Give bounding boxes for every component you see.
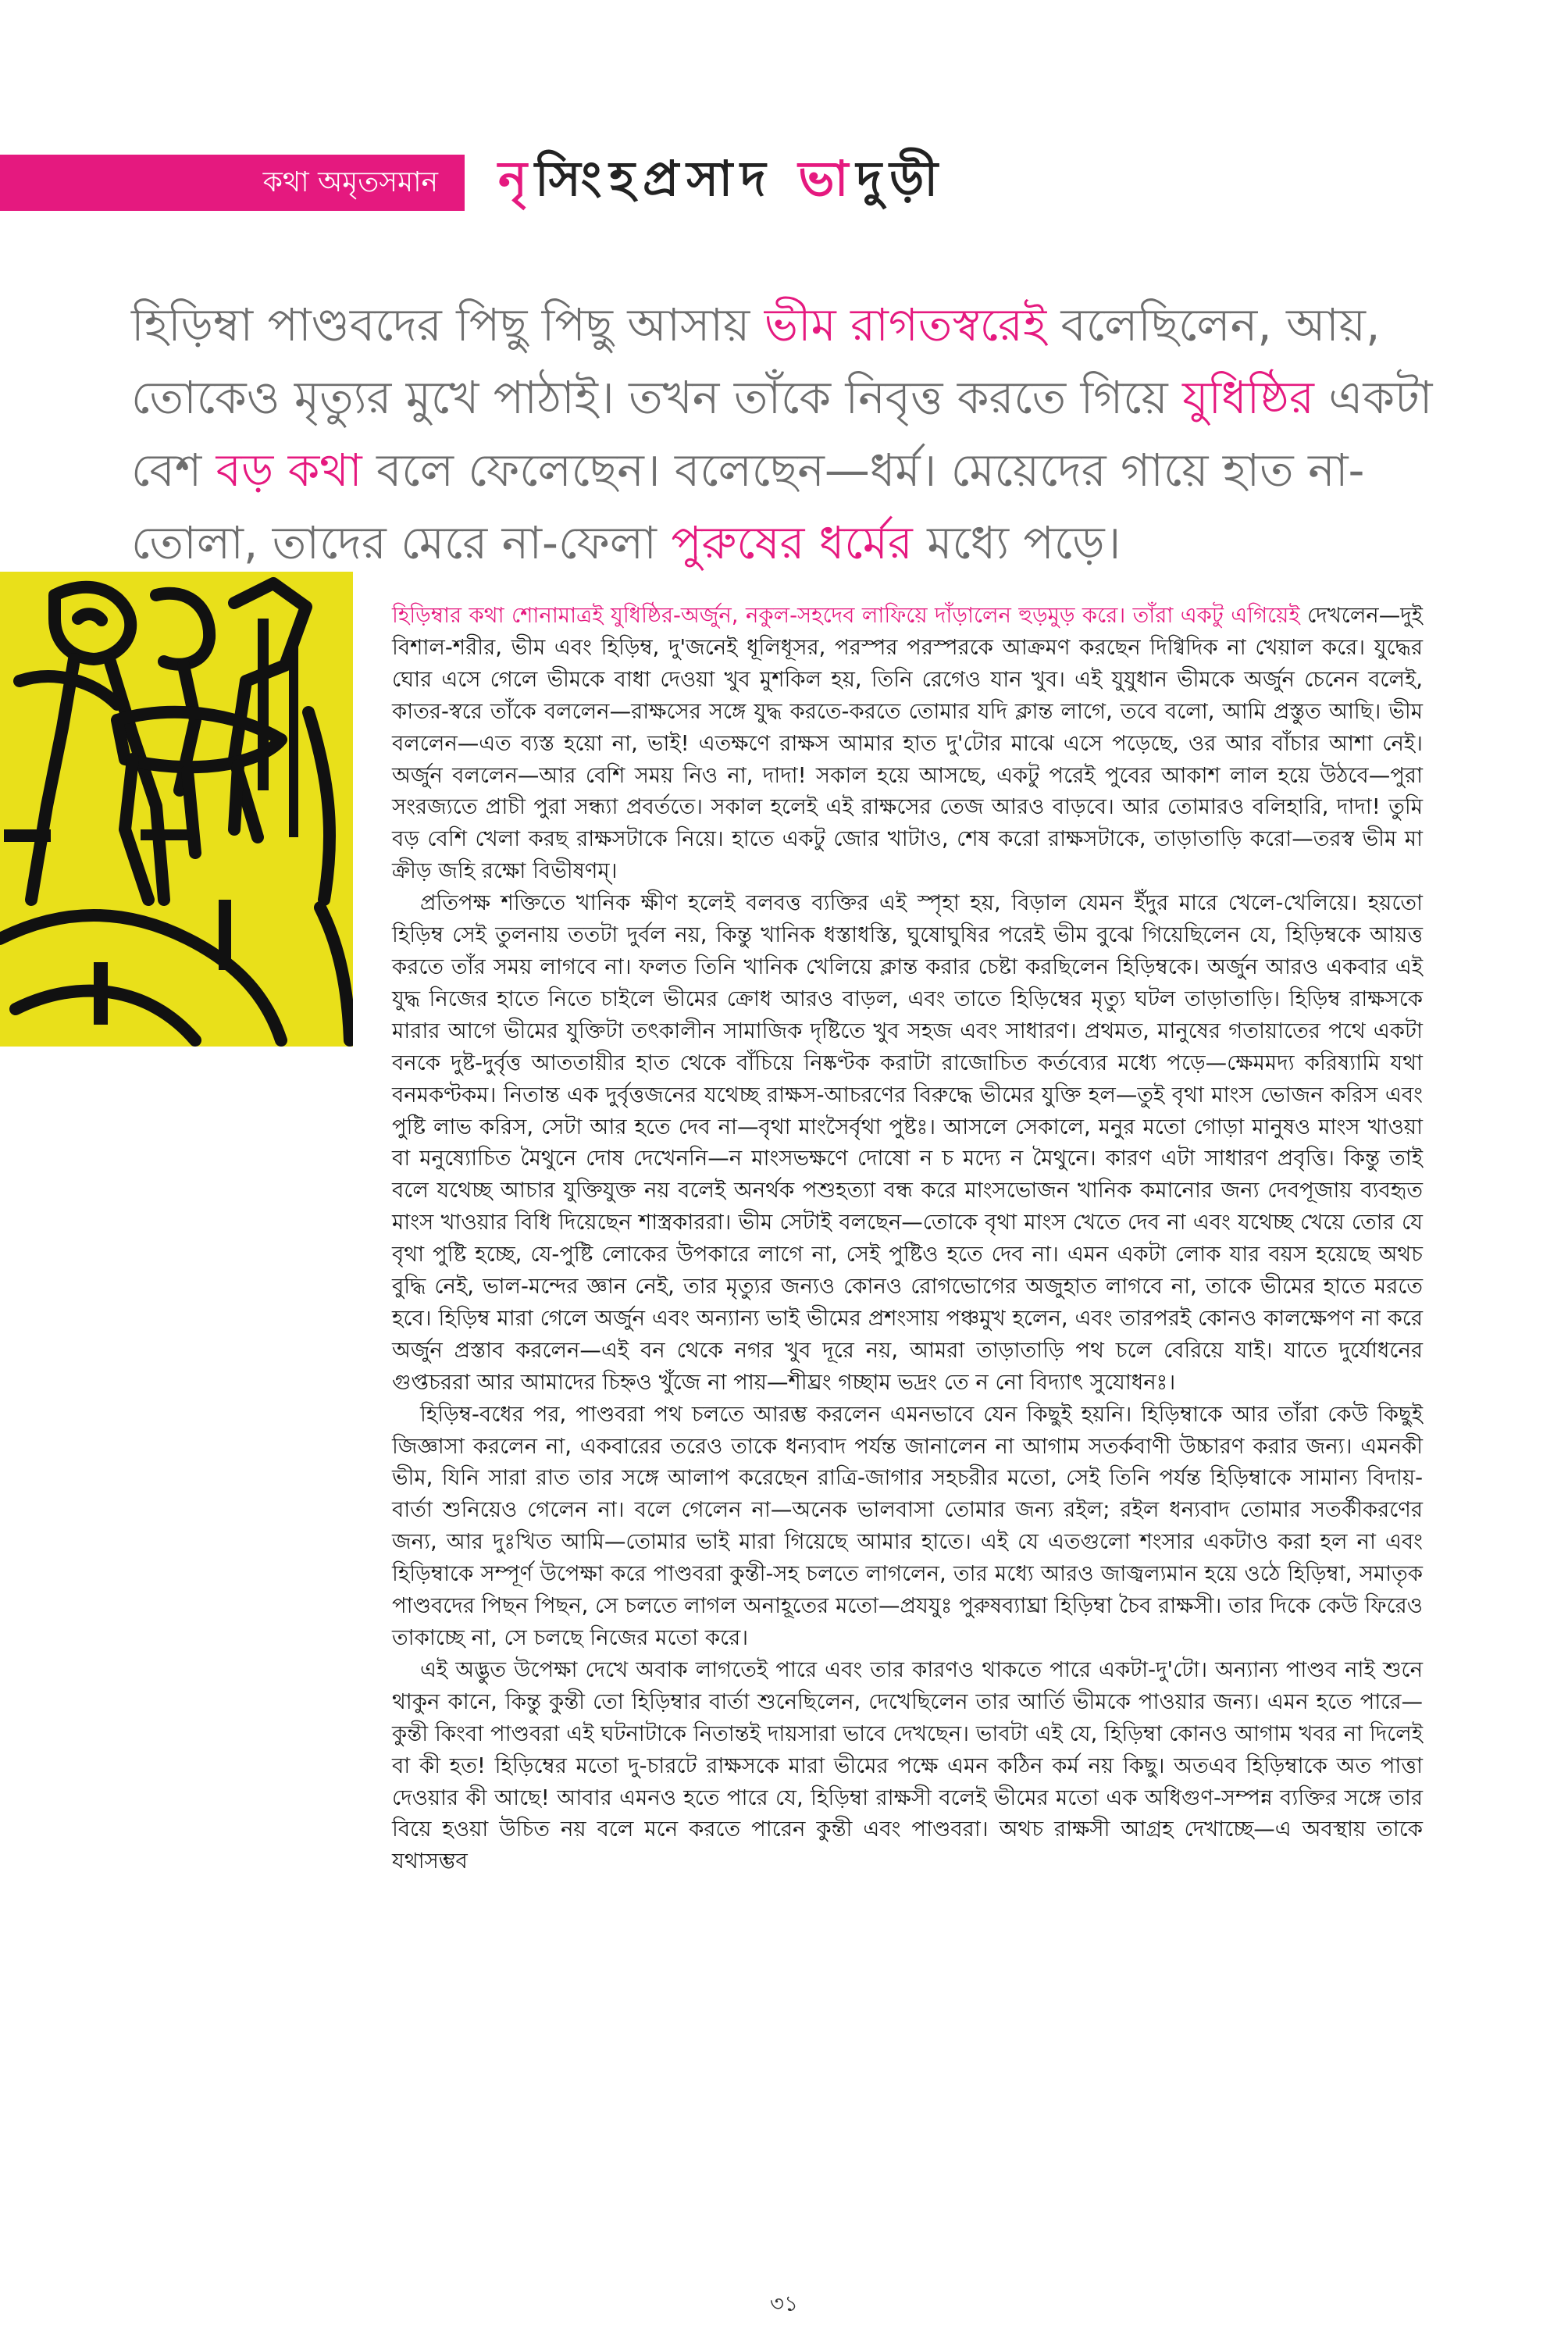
paragraph [392,600,1423,887]
pull-quote-highlight: পুরুষের ধর্মের [671,516,913,569]
page-number: ৩১ [769,2291,799,2316]
paragraph: প্রতিপক্ষ শক্তিতে খানিক ক্ষীণ হলেই বলবত্ত ব্যক্তির এই স্পৃহা হয়, বিড়াল যেমন ইঁদুর মারে খেলে-খেলিয়ে। হয়তো হিড়িম্ব সেই তুলনায় ততটা দুর্বল নয়, কিন্তু খানিক ধস্তাধস্তি, ঘুষোঘুষির পরেই ভীম বুঝে গিয়েছিলেন যে, হিড়িম্বকে আয়ত্ত করতে তাঁর সময় লাগবে না। ফলত তিনি খানিক খেলিয়ে ক্লান্ত করার চেষ্টা করছিলেন হিড়িম্বকে। অর্জুন আরও একবার এই যুদ্ধ নিজের হাতে নিতে চাইলে ভীমের ক্রোধ আরও বাড়ল, এবং তাতে হিড়িম্বের মৃত্যু ঘটল তাড়াতাড়ি। হিড়িম্ব রাক্ষসকে মারার আগে ভীমের যুক্তিটা তৎকালীন সামাজিক দৃষ্টিতে খুব সহজ এবং সাধারণ। প্রথমত, মানুষের গতায়াতের পথে একটা বনকে দুষ্ট-দুর্বৃত্ত আততায়ীর হাত থেকে বাঁচিয়ে নিষ্কণ্টক করাটা রাজোচিত কর্তব্যের মধ্যে পড়ে—ক্ষেমমদ্য করিষ্যামি যথা বনমকণ্টকম। নিতান্ত এক দুর্বৃত্তজনের যথেচ্ছ রাক্ষস-আচরণের বিরুদ্ধে ভীমের যুক্তি হল—তুই বৃথা মাংস ভোজন করিস এবং পুষ্টি লাভ করিস, সেটা আর হতে দেব না—বৃথা মাংসৈর্বৃথা পুষ্টঃ। আসলে সেকালে, মনুর মতো গোড়া মানুষও মাংস খাওয়া বা মনুষ্যোচিত মৈথুনে দোষ দেখেননি—ন মাংসভক্ষণে দোষো ন চ মদ্যে ন মৈথুনে। কারণ এটা সাধারণ প্রবৃত্তি। কিন্তু তাই বলে যথেচ্ছ আচার যুক্তিযুক্ত নয় বলেই অনর্থক পশুহত্যা বন্ধ করে মাংসভোজন খানিক কমানোর জন্য দেবপূজায় ব্যবহৃত মাংস খাওয়ার বিধি দিয়েছেন শাস্ত্রকাররা। ভীম সেটাই বলছেন—তোকে বৃথা মাংস খেতে দেব না এবং যথেচ্ছ খেয়ে তোর যে বৃথা পুষ্টি হচ্ছে, যে-পুষ্টি লোকের উপকারে লাগে না, সেই পুষ্টিও হতে দেব না। এমন একটা লোক যার বয়স হয়েছে অথচ বুদ্ধি নেই, ভাল-মন্দের জ্ঞান নেই, তার মৃত্যুর জন্যও কোনও রোগভোগের অজুহাত লাগবে না, তাকে ভীমের হাতে মরতে হবে। হিড়িম্ব মারা গেলে অর্জুন এবং অন্যান্য ভাই ভীমের প্রশংসায় পঞ্চমুখ হলেন, এবং তারপরই কোনও কালক্ষেপণ না করে অর্জুন প্রস্তাব করলেন—এই বন থেকে নগর খুব দূরে নয়, আমরা তাড়াতাড়ি পথ চলে বেরিয়ে যাই। যাতে দুর্যোধনের গুপ্তচররা আর আমাদের চিহ্নও খুঁজে না পায়—শীঘ্রং গচ্ছাম ভদ্রং তে ন নো বিদ্যাৎ সুযোধনঃ। [392,890,1423,1395]
author-middle: সিংহপ্রসাদ [535,150,799,207]
pull-quote-text: বলে ফেলেছেন। বলেছেন—ধর্ম। মেয়েদের গায়ে হাত না-তোলা, তাদের মেরে না-ফেলা [131,444,1365,569]
illustration-figures [0,572,353,1047]
pull-quote-text: হিড়িম্বা পাণ্ডবদের পিছু পিছু আসায় [131,298,764,351]
paragraph: হিড়িম্ব-বধের পর, পাণ্ডবরা পথ চলতে আরম্ভ করলেন এমনভাবে যেন কিছুই হয়নি। হিড়িম্বাকে আর তাঁরা কেউ কিছুই জিজ্ঞাসা করলেন না, একবারের তরেও তাকে ধন্যবাদ পর্যন্ত জানালেন না আগাম সতর্কবাণী উচ্চারণ করার জন্য। এমনকী ভীম, যিনি সারা রাত তার সঙ্গে আলাপ করেছেন রাত্রি-জাগার সহচরীর মতো, সেই তিনি পর্যন্ত হিড়িম্বাকে সামান্য বিদায়-বার্তা শুনিয়েও গেলেন না। বলে গেলেন না—অনেক ভালবাসা তোমার জন্য রইল; রইল ধন্যবাদ তোমার সতর্কীকরণের জন্য, আর দুঃখিত আমি—তোমার ভাই মারা গিয়েছে আমার হাতে। এই যে এতগুলো শংসার একটাও করা হল না এবং হিড়িম্বাকে সম্পূর্ণ উপেক্ষা করে পাণ্ডবরা কুন্তী-সহ চলতে লাগলেন, তার মধ্যে আরও জাজ্বল্যমান হয়ে ওঠে হিড়িম্বা, সমাতৃক পাণ্ডবদের পিছন পিছন, সে চলতে লাগল অনাহূতের মতো—প্রযযুঃ পুরুষব্যাঘ্রা হিড়িম্বা চৈব রাক্ষসী। তার দিকে কেউ ফিরেও তাকাচ্ছে না, সে চলছে নিজের মতো করে। [392,1401,1423,1650]
section-label: কথা অমৃতসমান [262,166,438,198]
pull-quote [131,289,1443,579]
author-name [498,145,946,212]
pull-quote-text: মধ্যে পড়ে। [912,516,1121,569]
pull-quote-highlight: যুধিষ্ঠির [1182,371,1314,424]
paragraph-text: দেখলেন—দুই বিশাল-শরীর, ভীম এবং হিড়িম্ব, দু'জনেই ধূলিধূসর, পরস্পর পরস্পরকে আক্রমণ করছেন দিগ্বিদিক না খেয়াল করে। যুদ্ধের ঘোর এসে গেলে ভীমকে বাধা দেওয়া খুব মুশকিল হয়, তিনি রেগেও যান খুব। এই যুযুধান ভীমকে অর্জুন চেনেন বলেই, কাতর-স্বরে তাঁকে বললেন—রাক্ষসের সঙ্গে যুদ্ধ করতে-করতে তোমার যদি ক্লান্ত লাগে, তবে বলো, আমি প্রস্তুত আছি। ভীম বললেন—এত ব্যস্ত হয়ো না, ভাই! এতক্ষণে রাক্ষস আমার হাত দু'টোর মাঝে এসে পড়েছে, ওর আর বাঁচার আশা নেই। অর্জুন বললেন—আর বেশি সময় নিও না, দাদা! সকাল হয়ে আসছে, একটু পরেই পুবের আকাশ লাল হয়ে উঠবে—পুরা সংরজ্যতে প্রাচী পুরা সন্ধ্যা প্রবর্ততে। সকাল হলেই এই রাক্ষসের তেজ আরও বাড়বে। আর তোমারও বলিহারি, দাদা! তুমি বড় বেশি খেলা করছ রাক্ষসটাকে নিয়ে। হাতে একটু জোর খাটাও, শেষ করো রাক্ষসটাকে, তাড়াতাড়ি করো—তরস্ব ভীম মা ক্রীড় জহি রক্ষো বিভীষণম্। [392,603,1423,884]
ink-illustration [0,572,353,1047]
author-surname-initial: ভা [798,150,857,207]
pull-quote-highlight: ভীম রাগতস্বরেই [764,298,1047,351]
section-header-bar [0,155,465,211]
author-surname-rest: দুড়ী [856,150,946,207]
paragraph: এই অদ্ভুত উপেক্ষা দেখে অবাক লাগতেই পারে এবং তার কারণও থাকতে পারে একটা-দু'টো। অন্যান্য পাণ্ডব নাই শুনে থাকুন কানে, কিন্তু কুন্তী তো হিড়িম্বার বার্তা শুনেছিলেন, দেখেছিলেন তার আর্তি ভীমকে পাওয়ার জন্য। এমন হতে পারে—কুন্তী কিংবা পাণ্ডবরা এই ঘটনাটাকে নিতান্তই দায়সারা ভাবে দেখছেন। ভাবটা এই যে, হিড়িম্বা কোনও আগাম খবর না দিলেই বা কী হত! হিড়িম্বের মতো দু-চারটে রাক্ষসকে মারা ভীমের পক্ষে এমন কঠিন কর্ম নয় কিছু। অতএব হিড়িম্বাকে অত পাত্তা দেওয়ার কী আছে! আবার এমনও হতে পারে যে, হিড়িম্বা রাক্ষসী বলেই ভীমের মতো এক অধিগুণ-সম্পন্ন ব্যক্তির সঙ্গে তার বিয়ে হওয়া উচিত নয় বলে মনে করতে পারেন কুন্তী এবং পাণ্ডবরা। অথচ রাক্ষসী আগ্রহ দেখাচ্ছে—এ অবস্থায় তাকে যথাসম্ভব [392,1656,1423,1874]
pull-quote-text: একটা বেশ [131,371,1433,497]
lead-in-text: হিড়িম্বার কথা শোনামাত্রই যুধিষ্ঠির-অর্জুন, নকুল-সহদেব লাফিয়ে দাঁড়ালেন হুড়মুড় করে। তাঁরা একটু এগিয়েই [392,603,1300,628]
article-body [392,600,1423,1878]
author-first-letter: নৃ [498,150,536,207]
pull-quote-text: বলেছিলেন, আয়, তোকেও মৃত্যুর মুখে পাঠাই। তখন তাঁকে নিবৃত্ত করতে গিয়ে [131,298,1381,424]
pull-quote-highlight: বড় কথা [216,444,362,497]
